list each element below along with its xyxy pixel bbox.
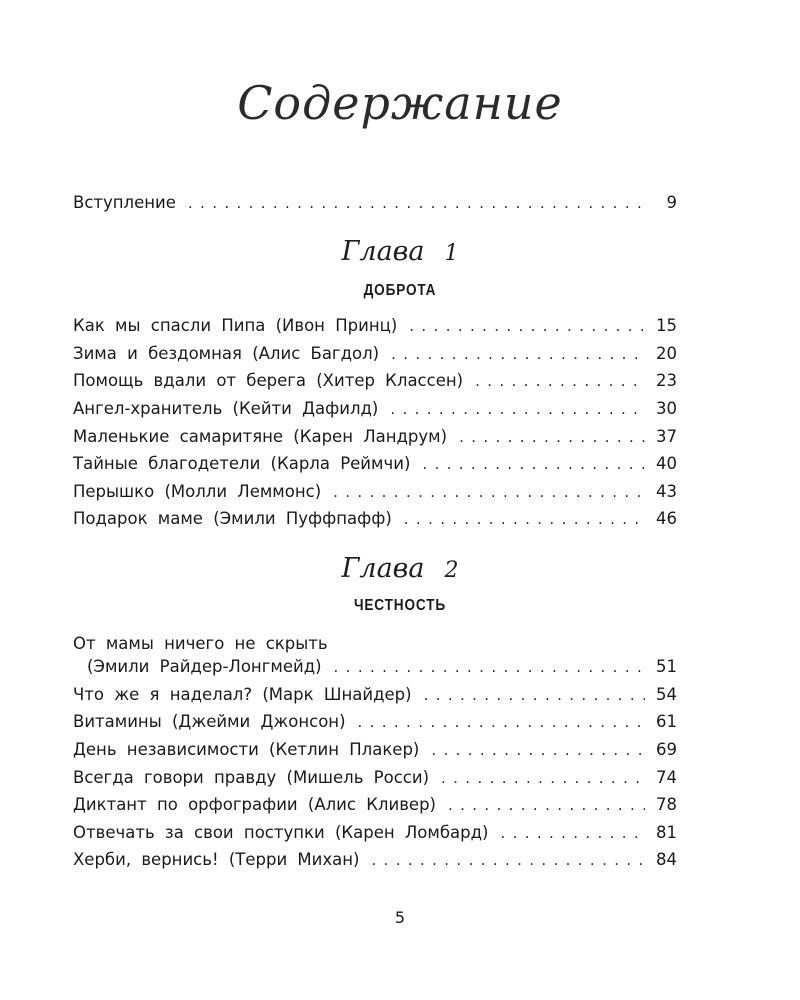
toc-entry-label: Ангел-хранитель (Кейти Дафилд): [73, 399, 379, 418]
page-number: 5: [394, 908, 406, 927]
toc-entry-page: 54: [656, 685, 677, 704]
toc-entry[interactable]: [73, 399, 677, 423]
toc-entry[interactable]: [73, 685, 677, 709]
toc-entry[interactable]: [73, 454, 677, 478]
toc-entry-label: Тайные благодетели (Карла Реймчи): [73, 454, 411, 473]
dot-leader: [391, 345, 645, 363]
dot-leader: [441, 769, 645, 787]
dot-leader: [448, 796, 645, 814]
chapter-1-heading: ДОБРОТА: [363, 282, 437, 299]
chapter-1-label: [0, 236, 800, 267]
toc-entry-label: День независимости (Кетлин Плакер): [73, 740, 420, 759]
chapter-2-heading: ЧЕСТНОСТЬ: [353, 597, 447, 614]
toc-entry[interactable]: [73, 712, 677, 736]
toc-entry-label: Зима и бездомная (Алис Багдол): [73, 344, 380, 363]
toc-entry-page: 74: [656, 768, 677, 787]
chapter-word: Глава: [341, 553, 425, 584]
toc-entry-label: Перышко (Молли Леммонс): [73, 482, 322, 501]
toc-entry[interactable]: [87, 657, 677, 681]
chapter-word: Глава: [341, 236, 425, 267]
dot-leader: [334, 658, 645, 676]
toc-entry-label: Помощь вдали от берега (Хитер Классен): [73, 371, 464, 390]
toc-entry-page: 37: [656, 427, 677, 446]
dot-leader: [404, 510, 645, 528]
toc-entry[interactable]: [73, 823, 677, 847]
toc-entry-label: Что же я наделал? (Марк Шнайдер): [73, 685, 412, 704]
toc-entry-label: (Эмили Райдер-Лонгмейд): [87, 657, 322, 676]
toc-entry-page: 78: [656, 795, 677, 814]
toc-entry-page: 51: [656, 657, 677, 676]
dot-leader: [390, 400, 645, 418]
dot-leader: [358, 713, 645, 731]
toc-entry-label: Отвечать за свои поступки (Карен Ломбард): [73, 823, 489, 842]
toc-entry[interactable]: [73, 371, 677, 395]
toc-entry[interactable]: [73, 316, 677, 340]
toc-entry-label: Маленькие самаритяне (Карен Ландрум): [73, 427, 448, 446]
toc-entry-label: Всегда говори правду (Мишель Росси): [73, 768, 430, 787]
toc-entry-page: 69: [656, 740, 677, 759]
toc-entry-page: 46: [656, 509, 677, 528]
toc-entry-intro[interactable]: [73, 193, 677, 217]
toc-entry-page: 81: [656, 823, 677, 842]
dot-leader: [333, 483, 645, 501]
dot-leader: [409, 317, 645, 335]
dot-leader: [431, 741, 645, 759]
toc-entry-label: Как мы спасли Пипа (Ивон Принц): [73, 316, 398, 335]
dot-leader: [371, 851, 645, 869]
toc-entry-page: 9: [666, 193, 677, 212]
dot-leader: [475, 372, 645, 390]
page-title: Содержание: [237, 76, 563, 130]
toc-entry-label: Витамины (Джейми Джонсон): [73, 712, 346, 731]
toc-entry-label-line1[interactable]: От мамы ничего не скрыть: [73, 634, 328, 653]
toc-entry-page: 61: [656, 712, 677, 731]
chapter-2-label: [0, 553, 800, 584]
toc-entry-label: Диктант по орфографии (Алис Кливер): [73, 795, 436, 814]
dot-leader: [500, 824, 645, 842]
dot-leader: [424, 686, 645, 704]
toc-entry-label: Вступление: [73, 193, 176, 212]
dot-leader: [422, 455, 645, 473]
dot-leader: [459, 428, 645, 446]
toc-entry-page: 15: [656, 316, 677, 335]
toc-entry[interactable]: [73, 850, 677, 874]
toc-entry-page: 40: [656, 454, 677, 473]
toc-entry-page: 43: [656, 482, 677, 501]
toc-entry[interactable]: [73, 427, 677, 451]
chapter-number: 1: [444, 241, 459, 266]
toc-entry-label: Херби, вернись! (Терри Михан): [73, 850, 360, 869]
toc-entry[interactable]: [73, 740, 677, 764]
toc-entry[interactable]: [73, 795, 677, 819]
toc-entry[interactable]: [73, 482, 677, 506]
chapter-number: 2: [444, 558, 459, 583]
toc-entry-page: 20: [656, 344, 677, 363]
toc-entry-label: Подарок маме (Эмили Пуффпафф): [73, 509, 392, 528]
toc-entry-page: 30: [656, 399, 677, 418]
toc-entry[interactable]: [73, 768, 677, 792]
toc-entry[interactable]: [73, 344, 677, 368]
toc-entry-page: 23: [656, 371, 677, 390]
toc-entry-page: 84: [656, 850, 677, 869]
toc-entry[interactable]: [73, 509, 677, 533]
dot-leader: [188, 194, 645, 212]
